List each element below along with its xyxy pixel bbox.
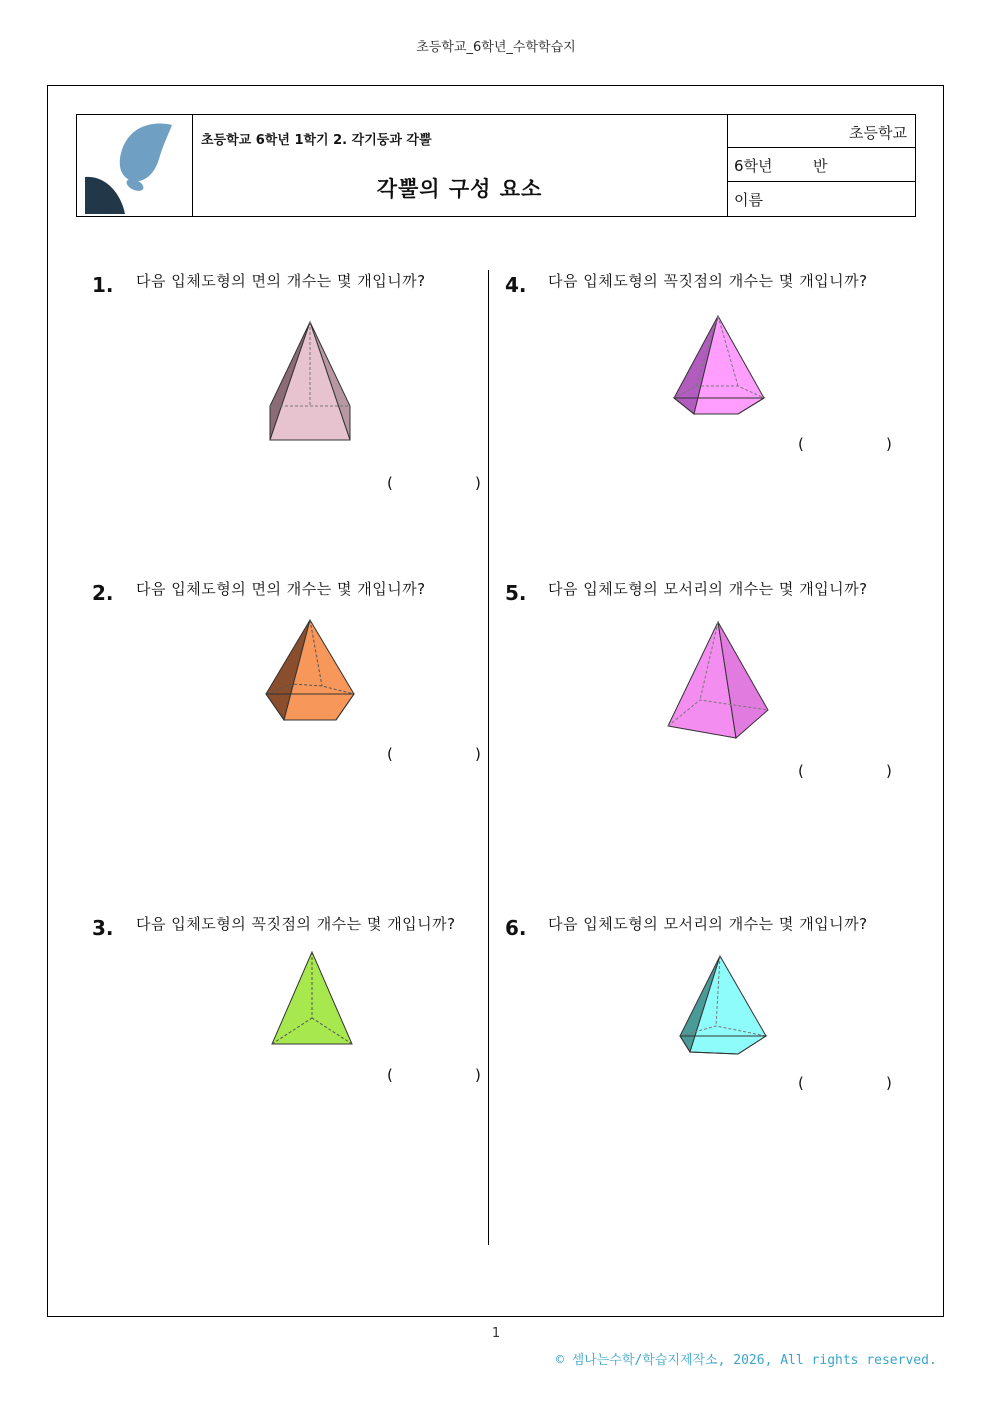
grade-row[interactable] bbox=[727, 149, 915, 182]
triangular-pyramid-figure bbox=[268, 948, 356, 1050]
course-line: 초등학교 6학년 1학기 2. 각기둥과 각뿔 bbox=[201, 133, 432, 148]
question-number: 1. bbox=[92, 273, 114, 297]
answer-blank[interactable]: ( ) bbox=[387, 474, 481, 492]
logo-cell bbox=[77, 115, 193, 216]
square-pyramid-figure bbox=[664, 618, 772, 744]
logo-icon bbox=[77, 115, 192, 216]
question-number: 3. bbox=[92, 916, 114, 940]
square-pyramid-figure bbox=[264, 318, 356, 446]
pentagonal-pyramid-figure bbox=[262, 616, 358, 726]
page-number: 1 bbox=[491, 1326, 501, 1341]
question-text: 다음 입체도형의 면의 개수는 몇 개입니까? bbox=[136, 580, 426, 598]
question-number: 4. bbox=[505, 273, 527, 297]
copyright-notice: © 셈나는수학/학습지제작소, 2026, All rights reserved. bbox=[556, 1353, 937, 1368]
question-text: 다음 입체도형의 꼭짓점의 개수는 몇 개입니까? bbox=[548, 272, 868, 290]
worksheet-title: 각뿔의 구성 요소 bbox=[376, 177, 543, 201]
question-number: 6. bbox=[505, 916, 527, 940]
answer-blank[interactable]: ( ) bbox=[387, 745, 481, 763]
school-row bbox=[727, 115, 915, 148]
name-row[interactable] bbox=[727, 183, 915, 216]
name-label: 이름 bbox=[734, 191, 763, 209]
question-text: 다음 입체도형의 모서리의 개수는 몇 개입니까? bbox=[548, 915, 868, 933]
question-text: 다음 입체도형의 모서리의 개수는 몇 개입니까? bbox=[548, 580, 868, 598]
school-label: 초등학교 bbox=[849, 124, 907, 142]
column-divider bbox=[488, 270, 489, 1245]
question-text: 다음 입체도형의 꼭짓점의 개수는 몇 개입니까? bbox=[136, 915, 456, 933]
worksheet-header bbox=[76, 114, 916, 217]
grade-label: 6학년 bbox=[734, 157, 773, 175]
hexagonal-pyramid-figure bbox=[670, 312, 768, 420]
answer-blank[interactable]: ( ) bbox=[798, 762, 892, 780]
question-number: 2. bbox=[92, 581, 114, 605]
answer-blank[interactable]: ( ) bbox=[798, 1074, 892, 1092]
running-head: 초등학교_6학년_수학학습지 bbox=[416, 40, 576, 55]
title-cell bbox=[192, 115, 728, 216]
class-label: 반 bbox=[813, 157, 828, 175]
pentagonal-pyramid-figure bbox=[676, 952, 770, 1062]
answer-blank[interactable]: ( ) bbox=[387, 1066, 481, 1084]
answer-blank[interactable]: ( ) bbox=[798, 435, 892, 453]
question-text: 다음 입체도형의 면의 개수는 몇 개입니까? bbox=[136, 272, 426, 290]
student-info bbox=[727, 115, 915, 216]
question-number: 5. bbox=[505, 581, 527, 605]
